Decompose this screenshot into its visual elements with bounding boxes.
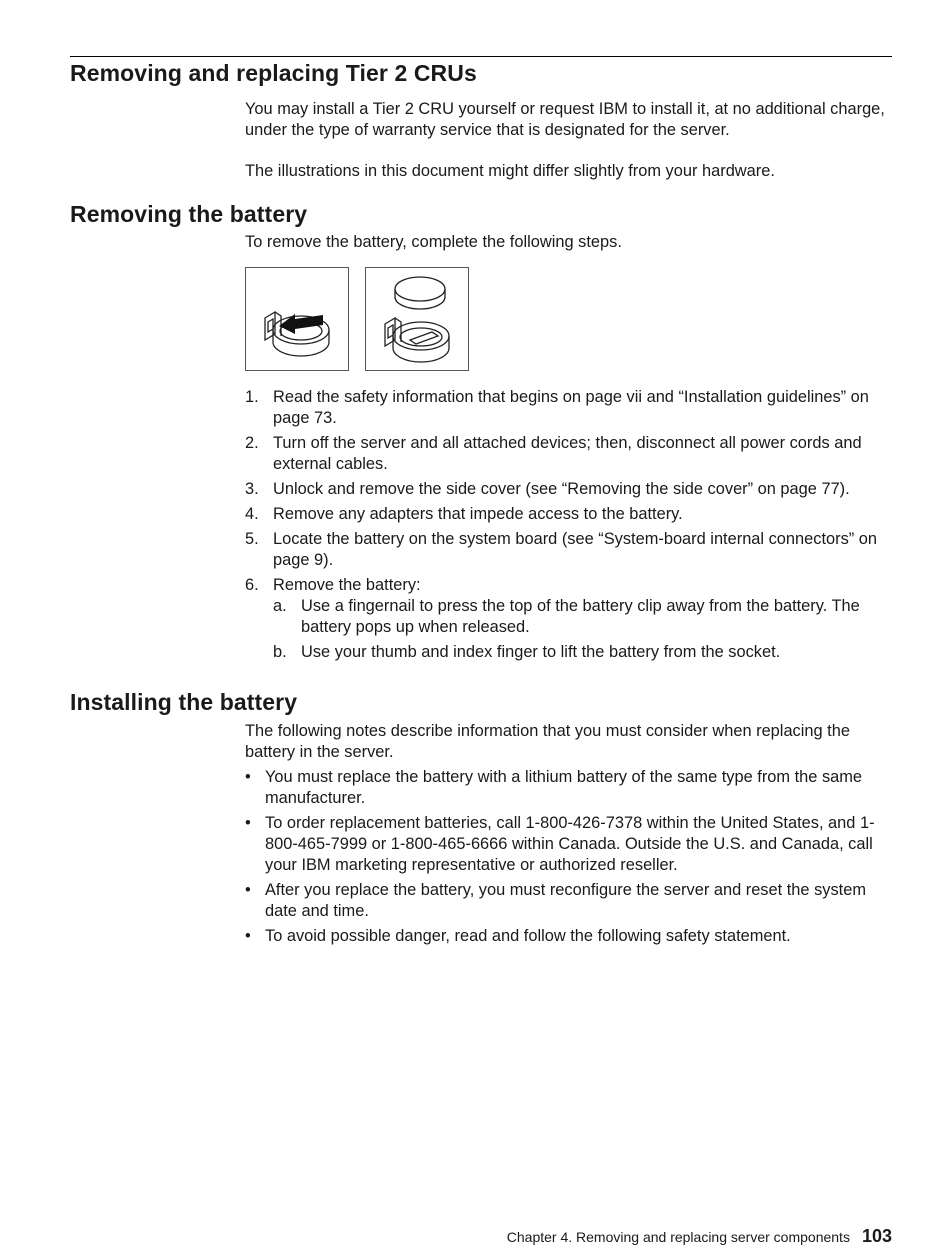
list-item: • To order replacement batteries, call 1-800-426-7378 within the United States, and 1-800-465-7999 or 1-800-465-6666 within Canada. Outside the U.S. and Canada, call your IBM marketing representative or authorized reseller.: [245, 814, 875, 874]
battery-clip-press-illustration: [245, 267, 349, 371]
removing-intro: To remove the battery, complete the following steps.: [245, 233, 622, 251]
substeps-list: [273, 596, 895, 663]
list-item: • You must replace the battery with a lithium battery of the same type from the same manufacturer.: [245, 768, 863, 807]
steps-list: [245, 387, 895, 663]
list-item: 2. Turn off the server and all attached devices; then, disconnect all power cords and external cables.: [245, 434, 862, 473]
installing-intro: The following notes describe information that you must consider when replacing the battery in the server.: [245, 722, 850, 761]
page-number: 103: [861, 1226, 892, 1246]
top-rule: [70, 56, 892, 57]
list-item: a. Use a fingernail to press the top of the battery clip away from the battery. The battery pops up when released.: [273, 597, 860, 636]
list-item: 5. Locate the battery on the system board (see “System-board internal connectors” on page 9).: [245, 530, 878, 569]
heading-removing-battery: Removing the battery: [70, 201, 308, 227]
heading-installing-battery: Installing the battery: [70, 689, 298, 715]
battery-lift-illustration: [365, 267, 469, 371]
list-item: 6. Remove the battery: a. Use a fingernail to press the top of the battery clip away from the battery. The battery pops up when released. b. Use your thumb and index finger to lift the battery from the socket.: [245, 575, 895, 663]
list-item: 3. Unlock and remove the side cover (see “Removing the side cover” on page 77).: [245, 480, 850, 498]
battery-illustrations: [245, 267, 469, 371]
installing-body: [245, 721, 895, 951]
page-footer: [507, 1226, 892, 1247]
tier2-paragraph-1: You may install a Tier 2 CRU yourself or request IBM to install it, at no additional charge, under the type of warranty service that is designated for the server.: [245, 100, 885, 139]
list-item: b. Use your thumb and index finger to lift the battery from the socket.: [273, 643, 781, 661]
removal-steps: [245, 387, 895, 667]
list-item: 1. Read the safety information that begins on page vii and “Installation guidelines” on page 73.: [245, 388, 869, 427]
tier2-body: [245, 99, 895, 182]
list-item: 4. Remove any adapters that impede access to the battery.: [245, 505, 683, 523]
footer-chapter: Chapter 4. Removing and replacing server components: [506, 1229, 850, 1245]
list-item: • To avoid possible danger, read and follow the following safety statement.: [245, 927, 791, 945]
notes-list: [245, 767, 895, 947]
heading-tier2: Removing and replacing Tier 2 CRUs: [70, 60, 477, 86]
tier2-paragraph-2: The illustrations in this document might differ slightly from your hardware.: [245, 162, 775, 180]
list-item: • After you replace the battery, you must reconfigure the server and reset the system date and time.: [245, 881, 866, 920]
